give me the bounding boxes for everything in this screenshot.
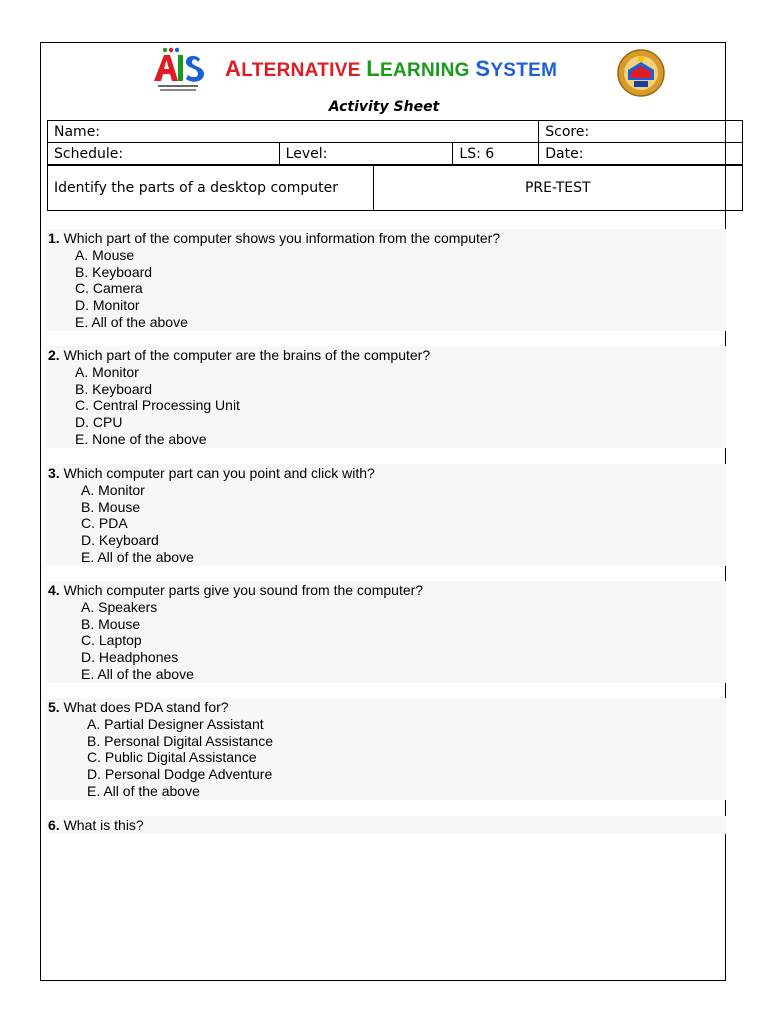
deped-seal-logo <box>612 48 670 98</box>
option-d[interactable]: D. Monitor <box>75 297 140 314</box>
option-c[interactable]: C. PDA <box>81 515 128 532</box>
program-title: ALTERNATIVE LEARNING SYSTEM <box>225 56 558 81</box>
level-field[interactable]: Level: <box>279 143 453 165</box>
option-e[interactable]: E. All of the above <box>81 548 194 565</box>
question-number: 1. <box>48 230 60 246</box>
question-text: Which part of the computer are the brains of the computer? <box>63 347 431 363</box>
question-text: Which computer part can you point and click with? <box>63 465 375 481</box>
option-d[interactable]: D. Keyboard <box>81 532 159 549</box>
option-a[interactable]: A. Monitor <box>81 481 145 498</box>
name-field[interactable]: Name: <box>48 121 539 143</box>
question-1 <box>46 229 726 331</box>
als-logo <box>148 47 208 95</box>
option-c[interactable]: C. Central Processing Unit <box>75 397 240 414</box>
question-number: 5. <box>48 699 60 715</box>
question-text: Which computer parts give you sound from the computer? <box>63 582 424 598</box>
option-a[interactable]: A. Mouse <box>75 246 135 263</box>
question-text: Which part of the computer shows you information from the computer? <box>63 230 501 246</box>
question-number: 6. <box>48 817 60 833</box>
option-c[interactable]: C. Camera <box>75 280 143 297</box>
option-b[interactable]: B. Keyboard <box>75 263 153 280</box>
question-3 <box>46 464 726 566</box>
option-e[interactable]: E. All of the above <box>81 665 194 682</box>
option-e[interactable]: E. None of the above <box>75 430 207 447</box>
question-5 <box>46 698 726 800</box>
question-number: 2. <box>48 347 60 363</box>
option-a[interactable]: A. Monitor <box>75 363 139 380</box>
task-instruction: Identify the parts of a desktop computer <box>48 166 374 211</box>
option-a[interactable]: A. Partial Designer Assistant <box>87 715 264 732</box>
task-table <box>47 165 743 211</box>
option-b[interactable]: B. Keyboard <box>75 380 153 397</box>
option-e[interactable]: E. All of the above <box>75 313 188 330</box>
question-number: 3. <box>48 465 60 481</box>
option-c[interactable]: C. Laptop <box>81 632 142 649</box>
test-type-label: PRE-TEST <box>373 166 742 211</box>
option-d[interactable]: D. Headphones <box>81 649 179 666</box>
option-a[interactable]: A. Speakers <box>81 598 158 615</box>
ls-field: LS: 6 <box>453 143 539 165</box>
question-number: 4. <box>48 582 60 598</box>
date-field[interactable]: Date: <box>539 143 743 165</box>
option-c[interactable]: C. Public Digital Assistance <box>87 749 257 766</box>
question-4 <box>46 581 726 683</box>
option-b[interactable]: B. Mouse <box>81 498 141 515</box>
question-2 <box>46 346 726 448</box>
question-6 <box>46 816 726 834</box>
option-e[interactable]: E. All of the above <box>87 782 200 799</box>
student-info-table <box>47 120 743 165</box>
option-d[interactable]: D. Personal Dodge Adventure <box>87 766 273 783</box>
option-d[interactable]: D. CPU <box>75 414 123 431</box>
option-b[interactable]: B. Mouse <box>81 615 141 632</box>
question-text: What is this? <box>63 817 144 833</box>
sheet-subtitle: Activity Sheet <box>328 99 440 115</box>
question-text: What does PDA stand for? <box>63 699 229 715</box>
schedule-field[interactable]: Schedule: <box>48 143 280 165</box>
option-b[interactable]: B. Personal Digital Assistance <box>87 732 273 749</box>
score-field[interactable]: Score: <box>539 121 743 143</box>
